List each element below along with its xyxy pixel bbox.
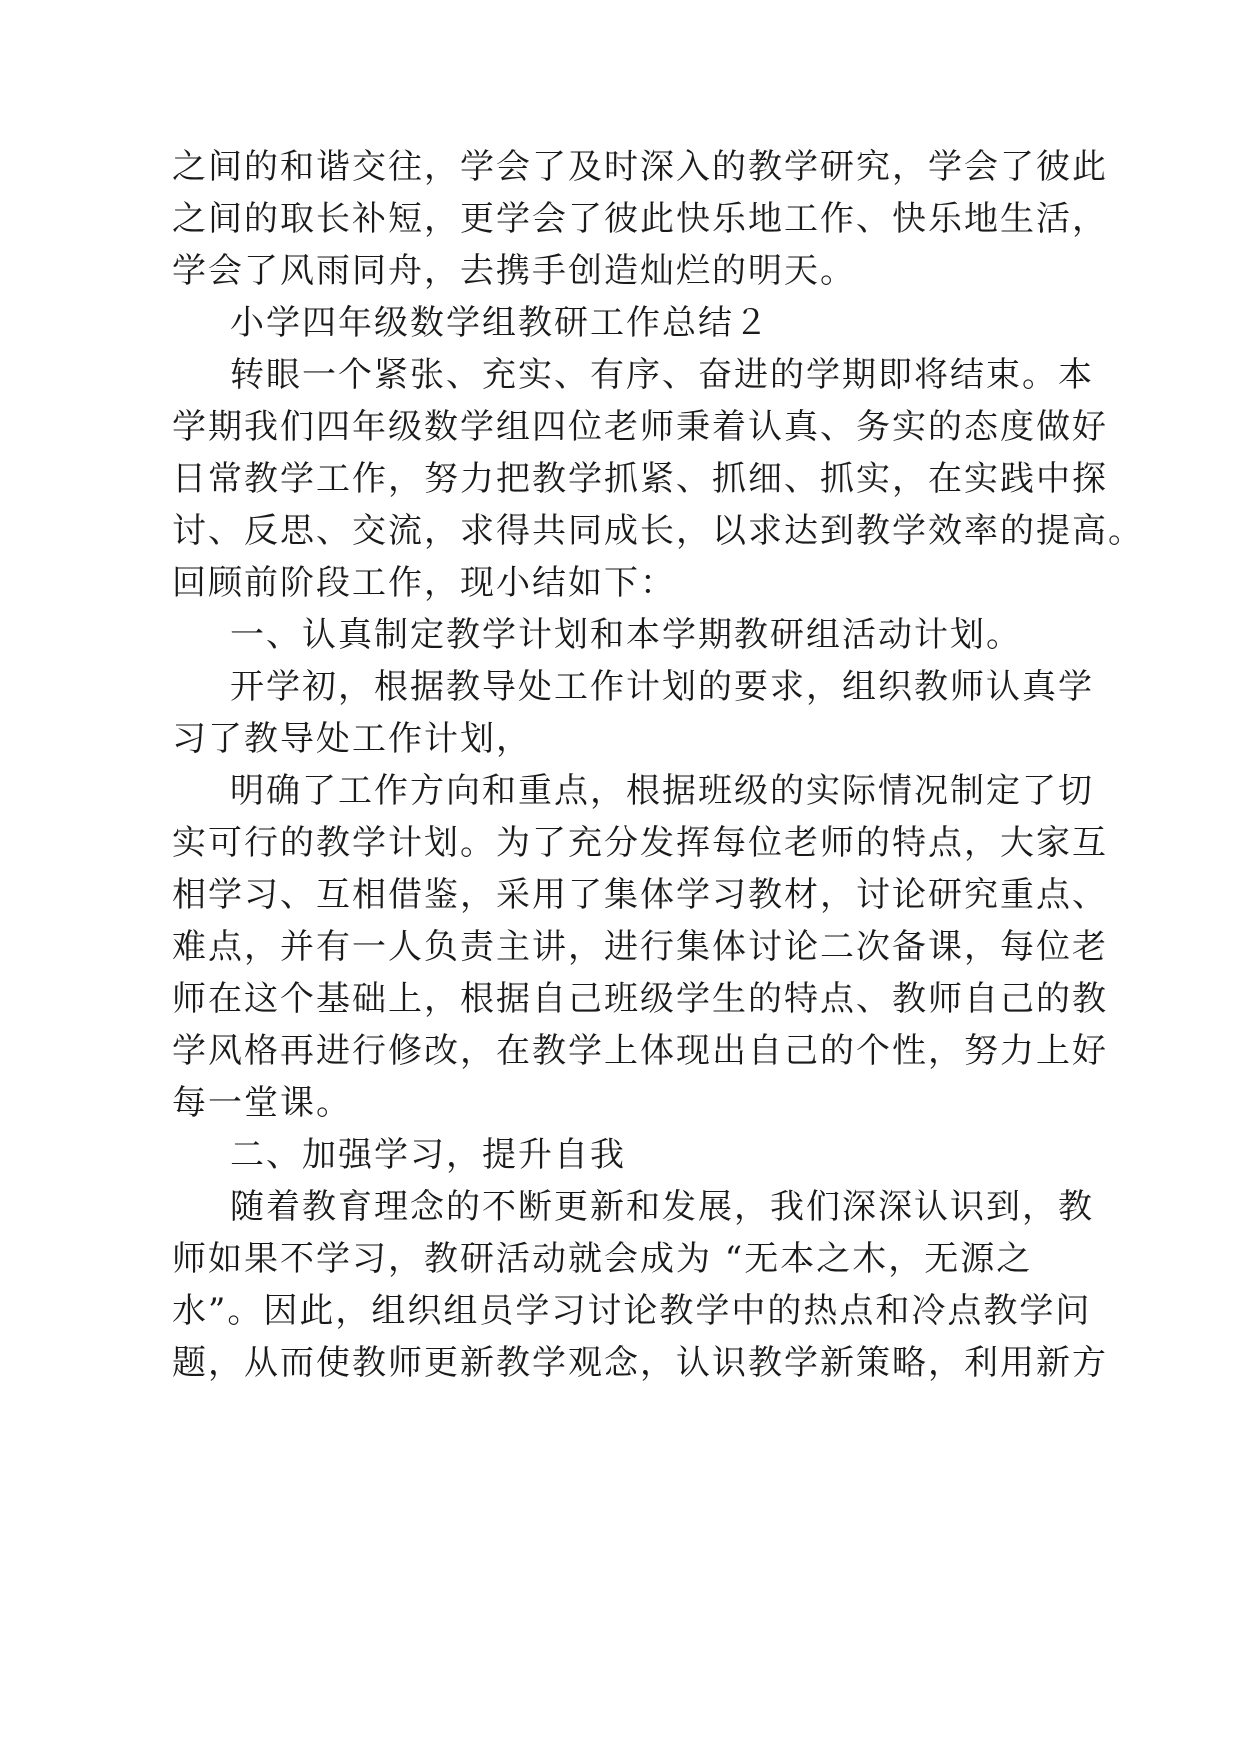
- text-line: 实可行的教学计划。为了充分发挥每位老师的特点，大家互: [172, 823, 1108, 863]
- text-line: 每一堂课。: [172, 1083, 352, 1123]
- text-line: 相学习、互相借鉴，采用了集体学习教材，讨论研究重点、: [172, 875, 1108, 915]
- text-line: 开学初，根据教导处工作计划的要求，组织教师认真学: [230, 667, 1094, 707]
- text-line: 学期我们四年级数学组四位老师秉着认真、务实的态度做好: [172, 407, 1108, 447]
- section-title: 小学四年级数学组教研工作总结２: [230, 303, 770, 343]
- text-line: 师在这个基础上，根据自己班级学生的特点、教师自己的教: [172, 979, 1108, 1019]
- text-line: 之间的和谐交往，学会了及时深入的教学研究，学会了彼此: [172, 147, 1108, 187]
- text-line: 随着教育理念的不断更新和发展，我们深深认识到，教: [230, 1187, 1094, 1227]
- text-line: 师如果不学习，教研活动就会成为 “无本之木，无源之: [172, 1239, 1033, 1279]
- text-line: 明确了工作方向和重点，根据班级的实际情况制定了切: [230, 771, 1094, 811]
- text-line: 日常教学工作，努力把教学抓紧、抓细、抓实，在实践中探: [172, 459, 1108, 499]
- section-heading: 二、加强学习，提升自我: [230, 1135, 626, 1175]
- section-heading: 一、认真制定教学计划和本学期教研组活动计划。: [230, 615, 1022, 655]
- text-line: 水”。因此，组织组员学习讨论教学中的热点和冷点教学问: [172, 1291, 1092, 1331]
- text-line: 难点，并有一人负责主讲，进行集体讨论二次备课，每位老: [172, 927, 1108, 967]
- text-line: 题，从而使教师更新教学观念，认识教学新策略，利用新方: [172, 1343, 1108, 1383]
- text-line: 之间的取长补短，更学会了彼此快乐地工作、快乐地生活，: [172, 199, 1108, 239]
- text-line: 回顾前阶段工作，现小结如下：: [172, 563, 676, 603]
- text-line: 学会了风雨同舟，去携手创造灿烂的明天。: [172, 251, 856, 291]
- text-line: 习了教导处工作计划，: [172, 719, 532, 759]
- text-line: 转眼一个紧张、充实、有序、奋进的学期即将结束。本: [230, 355, 1094, 395]
- text-line: 讨、反思、交流，求得共同成长，以求达到教学效率的提高。: [172, 511, 1144, 551]
- text-line: 学风格再进行修改，在教学上体现出自己的个性，努力上好: [172, 1031, 1108, 1071]
